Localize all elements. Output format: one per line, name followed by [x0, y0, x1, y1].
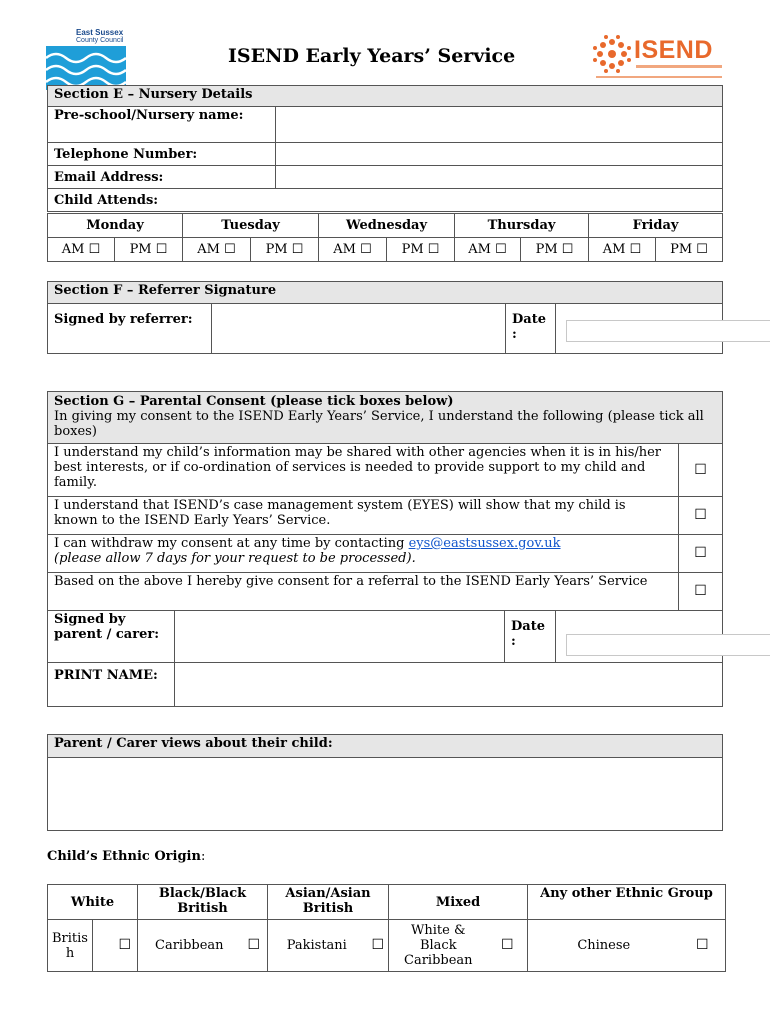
- page-title: ISEND Early Years’ Service: [228, 45, 516, 67]
- section-g-intro: In giving my consent to the ISEND Early Years’ Service, I understand the following (please tick all boxes): [54, 409, 704, 439]
- day-tuesday: Tuesday: [183, 214, 319, 238]
- referrer-signature-field[interactable]: [212, 304, 506, 354]
- print-name-label: PRINT NAME:: [48, 663, 175, 707]
- days-table: [47, 213, 723, 262]
- consent-item-4-checkbox[interactable]: ☐: [679, 573, 723, 611]
- parent-views-heading: Parent / Carer views about their child:: [48, 735, 723, 758]
- isend-logo-strapline-2: [596, 76, 722, 78]
- consent-item-2-checkbox[interactable]: ☐: [679, 497, 723, 535]
- isend-logo-strapline: [636, 65, 722, 68]
- logo-line1: East Sussex: [76, 28, 124, 37]
- eys-email-link[interactable]: eys@eastsussex.gov.uk: [408, 536, 561, 551]
- consent-item-3: [48, 535, 679, 573]
- day-monday: Monday: [48, 214, 183, 238]
- consent-item-1-checkbox[interactable]: ☐: [679, 444, 723, 497]
- monday-am-checkbox[interactable]: AM ☐: [48, 238, 115, 262]
- tuesday-am-checkbox[interactable]: AM ☐: [183, 238, 251, 262]
- section-e-table: [47, 85, 723, 212]
- ethnic-origin-label: [47, 849, 205, 864]
- consent-item-2: I understand that ISEND’s case management system (EYES) will show that my child is known to the ISEND Early Years’ Service.: [48, 497, 679, 535]
- ethnic-header-black: Black/Black British: [138, 885, 268, 920]
- signed-by-referrer-label: Signed by referrer:: [48, 304, 212, 354]
- tuesday-pm-checkbox[interactable]: PM ☐: [251, 238, 319, 262]
- parent-signature-field[interactable]: [175, 611, 505, 663]
- consent-item-3-checkbox[interactable]: ☐: [679, 535, 723, 573]
- wednesday-pm-checkbox[interactable]: PM ☐: [387, 238, 455, 262]
- isend-logo-text: ISEND: [634, 36, 713, 64]
- print-name-field[interactable]: [175, 663, 723, 707]
- ethnic-chinese-checkbox[interactable]: ☐: [680, 920, 726, 972]
- ethnic-origin-title: Child’s Ethnic Origin: [47, 849, 201, 864]
- referrer-date-field[interactable]: [566, 320, 770, 342]
- friday-pm-checkbox[interactable]: PM ☐: [656, 238, 723, 262]
- preschool-name-label: Pre-school/Nursery name:: [48, 107, 276, 143]
- ethnic-option-white-black-caribbean: White & Black Caribbean: [389, 920, 488, 972]
- consent-item-4: Based on the above I hereby give consent for a referral to the ISEND Early Years’ Service: [48, 573, 679, 611]
- waves-icon: [46, 46, 126, 90]
- email-field[interactable]: [276, 166, 723, 189]
- parent-date-field[interactable]: [566, 634, 770, 656]
- dots-icon: [592, 34, 632, 74]
- section-f-heading: Section F – Referrer Signature: [48, 282, 723, 304]
- ethnic-origin-colon: :: [200, 849, 206, 864]
- friday-am-checkbox[interactable]: AM ☐: [589, 238, 656, 262]
- ethnic-pakistani-checkbox[interactable]: ☐: [366, 920, 389, 972]
- day-friday: Friday: [589, 214, 723, 238]
- thursday-am-checkbox[interactable]: AM ☐: [455, 238, 521, 262]
- ethnic-white-black-caribbean-checkbox[interactable]: ☐: [488, 920, 528, 972]
- preschool-name-field[interactable]: [276, 107, 723, 143]
- referrer-date-label: Date :: [506, 304, 556, 354]
- ethnic-option-chinese: Chinese: [528, 920, 680, 972]
- ethnic-header-other: Any other Ethnic Group: [528, 885, 726, 920]
- parent-date-label: Date :: [505, 611, 556, 663]
- consent-item-3-note: (please allow 7 days for your request to be processed).: [54, 551, 416, 566]
- section-g-heading: Section G – Parental Consent (please tick boxes below): [54, 394, 454, 409]
- email-label: Email Address:: [48, 166, 276, 189]
- ethnic-caribbean-checkbox[interactable]: ☐: [241, 920, 268, 972]
- day-thursday: Thursday: [455, 214, 589, 238]
- consent-item-3-text: I can withdraw my consent at any time by contacting: [54, 536, 409, 551]
- ethnic-header-white: White: [48, 885, 138, 920]
- ethnic-british-checkbox[interactable]: ☐: [93, 920, 138, 972]
- isend-logo: [592, 34, 724, 82]
- ethnic-option-pakistani: Pakistani: [268, 920, 366, 972]
- wednesday-am-checkbox[interactable]: AM ☐: [319, 238, 387, 262]
- day-wednesday: Wednesday: [319, 214, 455, 238]
- section-g-table: [47, 391, 723, 707]
- monday-pm-checkbox[interactable]: PM ☐: [115, 238, 183, 262]
- ethnic-origin-table: [47, 884, 726, 972]
- section-e-heading: Section E – Nursery Details: [48, 86, 723, 107]
- consent-item-1: I understand my child’s information may be shared with other agencies when it is in his/her best interests, or if co-ordination of services is needed to provide support to my child and family.: [48, 444, 679, 497]
- ethnic-header-mixed: Mixed: [389, 885, 528, 920]
- telephone-field[interactable]: [276, 143, 723, 166]
- child-attends-label: Child Attends:: [48, 189, 723, 212]
- logo-line2: County Council: [76, 37, 124, 44]
- parent-views-field[interactable]: [48, 758, 723, 831]
- east-sussex-logo: [46, 28, 126, 90]
- ethnic-option-british: British: [48, 920, 93, 972]
- ethnic-header-asian: Asian/Asian British: [268, 885, 389, 920]
- ethnic-option-caribbean: Caribbean: [138, 920, 241, 972]
- parent-views-table: [47, 734, 723, 831]
- section-f-table: [47, 281, 723, 354]
- thursday-pm-checkbox[interactable]: PM ☐: [521, 238, 589, 262]
- signed-by-parent-label: Signed by parent / carer:: [48, 611, 175, 663]
- telephone-label: Telephone Number:: [48, 143, 276, 166]
